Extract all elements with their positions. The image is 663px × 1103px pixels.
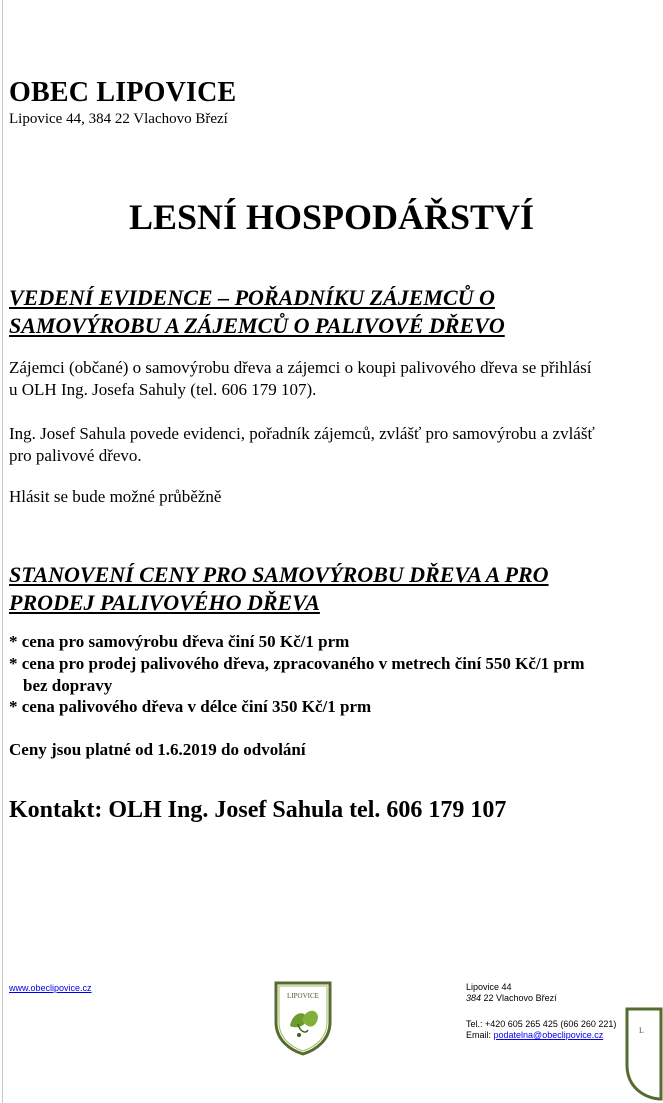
section1-heading-line1: VEDENÍ EVIDENCE – POŘADNÍKU ZÁJEMCŮ O — [9, 285, 495, 310]
section1-paragraph1-line2: u OLH Ing. Josefa Sahuly (tel. 606 179 107). — [9, 380, 317, 399]
crest-label: LIPOVICE — [287, 992, 319, 1000]
footer-address-line1: Lipovice 44 — [466, 982, 512, 992]
org-name: OBEC LIPOVICE — [9, 77, 237, 108]
price-item-firewood-processed: * cena pro prodej palivového dřeva, zpracovaného v metrech činí 550 Kč/1 prm — [9, 654, 585, 673]
org-address: Lipovice 44, 384 22 Vlachovo Březí — [9, 111, 228, 127]
price-item-selfharvest: * cena pro samovýrobu dřeva činí 50 Kč/1 prm — [9, 632, 350, 651]
section1-paragraph2-line2: pro palivové dřevo. — [9, 446, 142, 465]
section1-heading-line2: SAMOVÝROBU A ZÁJEMCŮ O PALIVOVÉ DŘEVO — [9, 313, 505, 338]
footer-email — [466, 1030, 603, 1041]
footer-address-line2-rest: 22 Vlachovo Březí — [481, 993, 557, 1003]
section1-paragraph3: Hlásit se bude možné průběžně — [9, 487, 222, 506]
footer-postcode-italic: 384 — [466, 993, 482, 1003]
section1-paragraph2-line1: Ing. Josef Sahula povede evidenci, pořadník zájemců, zvlášť pro samovýrobu a zvlášť — [9, 424, 595, 443]
price-item-firewood-length: * cena palivového dřeva v délce činí 350 Kč/1 prm — [9, 697, 372, 716]
section1-paragraph1-line1: Zájemci (občané) o samovýrobu dřeva a zájemci o koupi palivového dřeva se přihlásí — [9, 358, 592, 377]
page-left-edge — [2, 0, 3, 1103]
section2-heading-line2: PRODEJ PALIVOVÉHO DŘEVA — [9, 590, 320, 615]
page-title: LESNÍ HOSPODÁŘSTVÍ — [128, 197, 535, 237]
footer-website-link[interactable]: www.obeclipovice.cz — [9, 983, 92, 993]
crest-label-partial: L — [639, 1026, 644, 1035]
price-item-firewood-processed-line2: bez dopravy — [23, 676, 113, 695]
footer-phone: Tel.: +420 605 265 425 (606 260 221) — [466, 1019, 617, 1029]
footer-address-line2 — [466, 993, 557, 1004]
footer-email-link[interactable]: podatelna@obeclipovice.cz — [493, 1030, 604, 1040]
footer-email-label: Email: — [466, 1030, 494, 1040]
section2-heading-line1: STANOVENÍ CENY PRO SAMOVÝROBU DŘEVA A PRO — [9, 562, 549, 587]
price-validity: Ceny jsou platné od 1.6.2019 do odvolání — [9, 740, 306, 759]
municipality-crest-icon — [272, 980, 334, 1056]
municipality-crest-partial-icon — [621, 1005, 661, 1103]
contact-line: Kontakt: OLH Ing. Josef Sahula tel. 606 179 107 — [9, 797, 507, 823]
